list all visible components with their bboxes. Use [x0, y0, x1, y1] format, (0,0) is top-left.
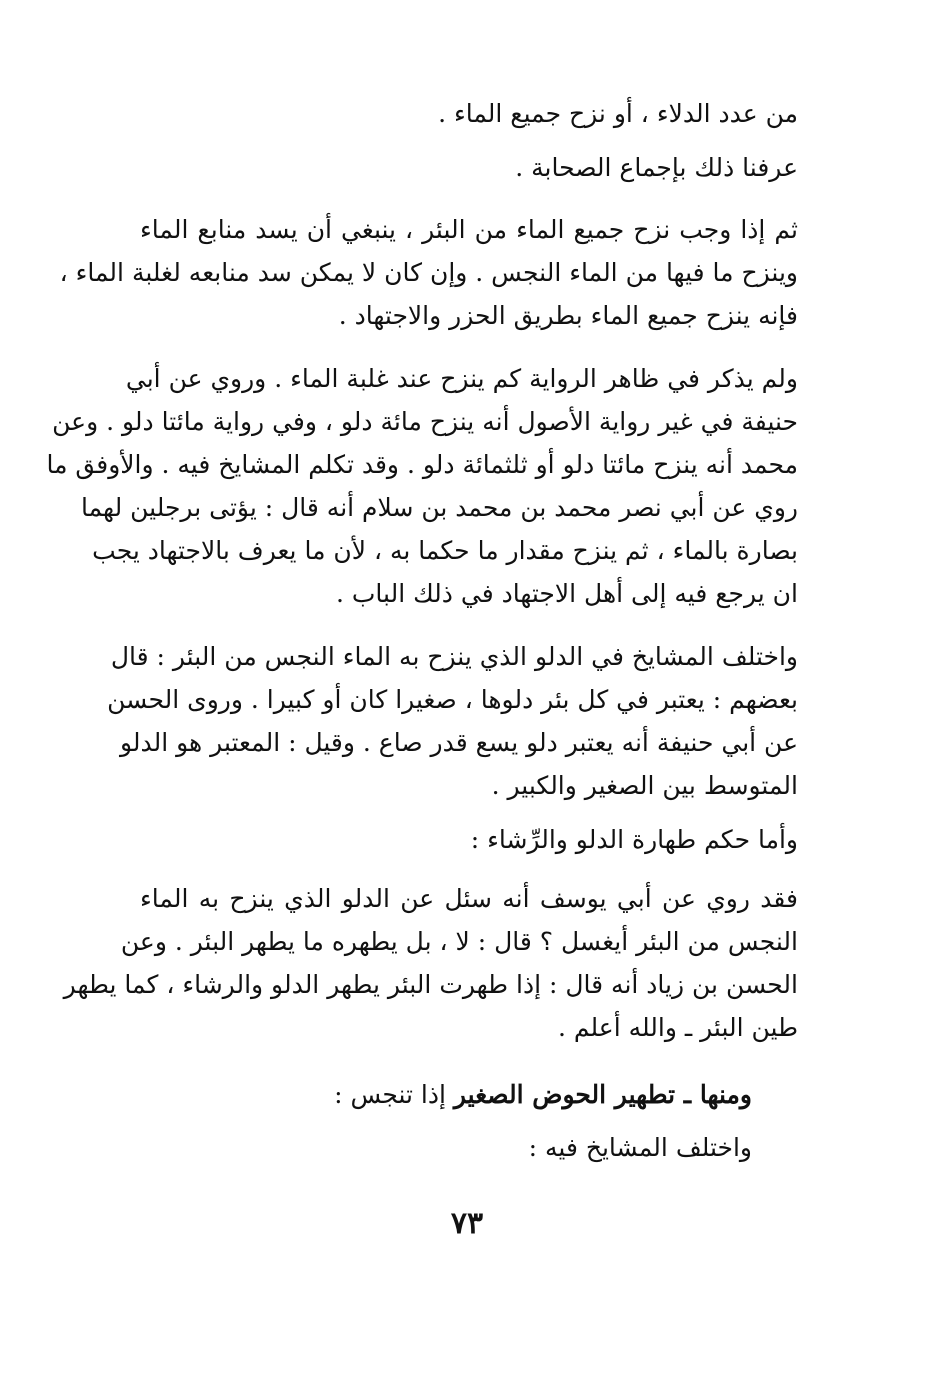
section-heading: [334, 1078, 752, 1112]
section-heading-bold: ومنها ـ تطهير الحوض الصغير: [453, 1080, 752, 1109]
text-line-9: روي عن أبي نصر محمد بن محمد بن سلام أنه قال : يؤتى برجلين لهما: [80, 493, 798, 522]
text-line-5: فإنه ينزح جميع الماء بطريق الحزر والاجتهاد .: [338, 301, 798, 330]
text-line-17: فقد روي عن أبي يوسف أنه سئل عن الدلو الذي ينزح به الماء: [140, 884, 798, 913]
text-line-11: ان يرجع فيه إلى أهل الاجتهاد في ذلك الباب .: [336, 579, 798, 608]
text-line-6: ولم يذكر في ظاهر الرواية كم ينزح عند غلبة الماء . وروي عن أبي: [125, 364, 798, 393]
text-line-18: النجس من البئر أيغسل ؟ قال : لا ، بل يطهره ما يطهر البئر . وعن: [120, 927, 798, 956]
text-line-1: من عدد الدلاء ، أو نزح جميع الماء .: [438, 99, 798, 128]
text-line-12: واختلف المشايخ في الدلو الذي ينزح به الماء النجس من البئر : قال: [110, 642, 798, 671]
text-line-21: واختلف المشايخ فيه :: [528, 1133, 752, 1162]
text-line-16: وأما حكم طهارة الدلو والرِّشاء :: [470, 825, 798, 854]
page-number: ٧٣: [450, 1206, 484, 1241]
text-line-7: حنيفة في غير رواية الأصول أنه ينزح مائة دلو ، وفي رواية مائتا دلو . وعن: [52, 407, 798, 436]
text-line-8: محمد أنه ينزح مائتا دلو أو ثلثمائة دلو . وقد تكلم المشايخ فيه . والأوفق ما: [46, 450, 798, 479]
section-heading-rest: إذا تنجس :: [334, 1080, 454, 1109]
text-line-15: المتوسط بين الصغير والكبير .: [491, 771, 798, 800]
text-line-10: بصارة بالماء ، ثم ينزح مقدار ما حكما به ، لأن ما يعرف بالاجتهاد يجب: [92, 536, 798, 565]
text-line-20: طين البئر ـ والله أعلم .: [557, 1013, 798, 1042]
text-line-3: ثم إذا وجب نزح جميع الماء من البئر ، ينبغي أن يسد منابع الماء: [140, 215, 798, 244]
text-line-13: بعضهم : يعتبر في كل بئر دلوها ، صغيرا كان أو كبيرا . وروى الحسن: [107, 685, 798, 714]
text-line-14: عن أبي حنيفة أنه يعتبر دلو يسع قدر صاع . وقيل : المعتبر هو الدلو: [119, 728, 798, 757]
text-line-19: الحسن بن زياد أنه قال : إذا طهرت البئر يطهر الدلو والرشاء ، كما يطهر: [63, 970, 798, 999]
text-line-2: عرفنا ذلك بإجماع الصحابة .: [515, 153, 798, 182]
text-line-4: وينزح ما فيها من الماء النجس . وإن كان لا يمكن سد منابعه لغلبة الماء ،: [59, 258, 798, 287]
